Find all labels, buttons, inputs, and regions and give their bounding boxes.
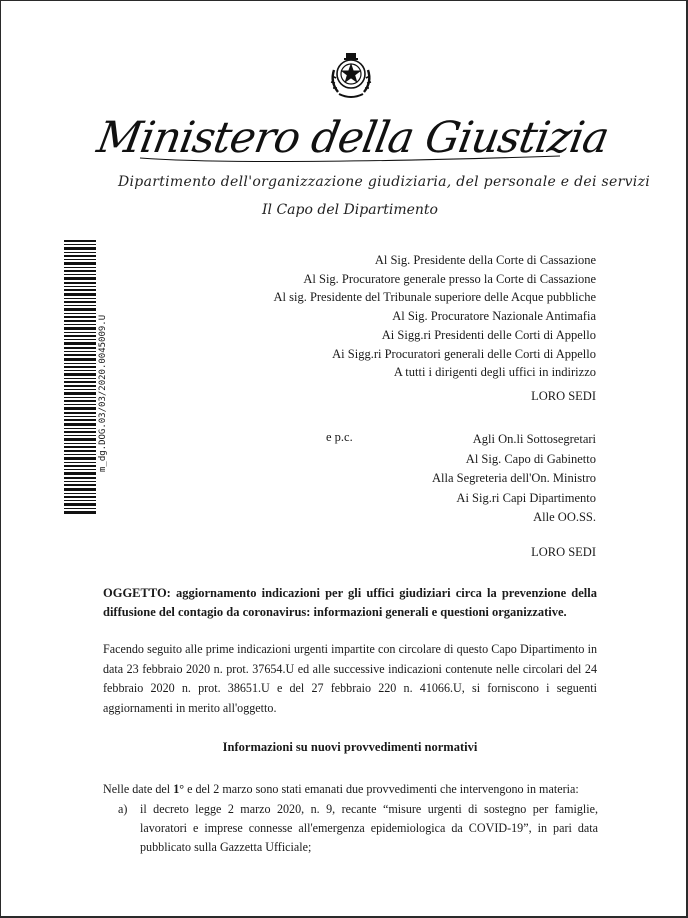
intro-before: Nelle date del [103,782,174,796]
intro-sentence [103,782,603,797]
list-item [118,800,598,857]
list-item-text: il decreto legge 2 marzo 2020, n. 9, recante “misure urgenti di sostegno per famiglie, lavoratori e imprese connesse all'emergenza epidemiologica da COVID-19”, in pari data pubblicato sulla Gazzetta Ufficiale; [140,802,598,854]
recipient: Al Sig. Procuratore Nazionale Antimafia [392,309,596,324]
body-paragraph: Facendo seguito alle prime indicazioni urgenti impartite con circolare di questo Capo Dipartimento in data 23 febbraio 2020 n. prot. 37654.U ed alle successive indicazioni contenute nelle circolari del 24 febbraio 2020 n. prot. 38651.U e del 27 febbraio 220 n. 41066.U, si forniscono i seguenti aggiornamenti in merito all'oggetto. [103,642,597,715]
recipient: Al Sig. Procuratore generale presso la Corte di Cassazione [303,271,596,286]
cc-recipient: Ai Sig.ri Capi Dipartimento [456,490,596,505]
recipient: Ai Sigg.ri Presidenti delle Corti di Appello [381,327,596,342]
ep-label: e p.c. [326,430,353,444]
department-head: Il Capo del Dipartimento [262,202,438,218]
cc-recipients-list [432,430,596,528]
cc-recipient: Alle OO.SS. [533,510,596,525]
ministry-title [93,108,612,170]
cc-recipient: Alla Segreteria dell'On. Ministro [431,471,596,486]
recipients-list [273,251,596,382]
list-item-label: a) [118,802,128,816]
loro-sedi: LORO SEDI [531,389,596,403]
subject [103,584,597,622]
loro-sedi: LORO SEDI [531,545,596,559]
department-name: Dipartimento dell'organizzazione giudiziaria, del personale e dei servizi [118,174,651,190]
section-heading: Informazioni su nuovi provvedimenti normativi [222,740,478,754]
ministry-title-text: Ministero della Giustizia [93,113,612,163]
italian-republic-emblem-icon [326,50,376,102]
intro-first: 1° [173,782,185,796]
recipient: A tutti i dirigenti degli uffici in indirizzo [393,365,596,380]
intro-after: e del 2 marzo sono stati emanati due provvedimenti che intervengono in materia: [184,782,579,796]
protocol-number: m_dg.DOG.03/03/2020.0045009.U [98,314,108,472]
cc-recipient: Agli On.li Sottosegretari [472,432,596,446]
cc-recipient: Al Sig. Capo di Gabinetto [465,451,596,466]
recipient: Al sig. Presidente del Tribunale superiore delle Acque pubbliche [273,290,596,305]
recipient: Ai Sigg.ri Procuratori generali delle Corti di Appello [332,346,596,361]
subject-text: aggiornamento indicazioni per gli uffici giudiziari circa la prevenzione della diffusione del contagio da coronavirus: informazioni generali e questioni organizzative. [103,586,597,619]
recipient: Al Sig. Presidente della Corte di Cassazione [374,253,596,267]
subject-label: OGGETTO: [103,586,171,600]
protocol-barcode [64,240,100,516]
